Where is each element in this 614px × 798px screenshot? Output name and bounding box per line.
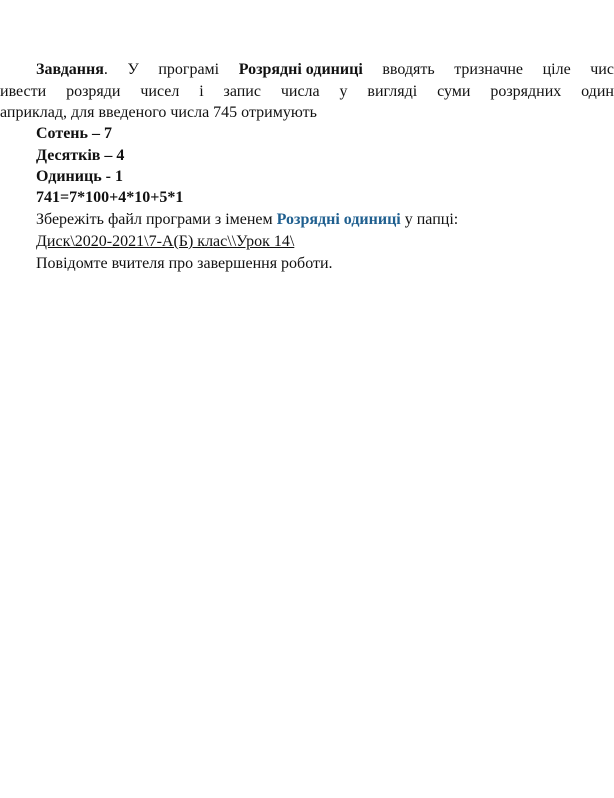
tens-result: Десятків – 4 bbox=[36, 147, 125, 164]
task-word: розрядних bbox=[490, 83, 562, 100]
program-name-highlight: Розрядні одиниці bbox=[276, 211, 401, 228]
save-instruction bbox=[36, 210, 458, 230]
task-word: суми bbox=[437, 83, 471, 100]
task-word: і bbox=[199, 83, 204, 100]
task-intro bbox=[36, 60, 108, 80]
task-line-1 bbox=[36, 60, 614, 80]
task-word: вводять bbox=[382, 61, 435, 78]
task-word: запис bbox=[223, 83, 261, 100]
task-word: тризначне bbox=[454, 61, 524, 78]
task-word: розряди bbox=[66, 83, 121, 100]
task-word: чисел bbox=[140, 83, 180, 100]
task-word: вигляді bbox=[367, 83, 418, 100]
task-line-3: априклад, для введеного числа 745 отримують bbox=[0, 104, 317, 121]
program-name-inline: Розрядні одиниці bbox=[238, 61, 363, 78]
task-word: один bbox=[581, 83, 614, 100]
task-label: Завдання bbox=[36, 61, 104, 78]
task-word: числа bbox=[280, 83, 320, 100]
task-word: ивести bbox=[0, 83, 47, 100]
task-word: ціле bbox=[542, 61, 571, 78]
formula-result: 741=7*100+4*10+5*1 bbox=[36, 189, 184, 206]
notify-teacher: Повідомте вчителя про завершення роботи. bbox=[36, 255, 333, 272]
save-suffix: у папці: bbox=[400, 211, 459, 228]
folder-path: Диск\2020-2021\7-А(Б) клас\\Урок 14\ bbox=[36, 233, 295, 250]
units-result: Одиниць - 1 bbox=[36, 168, 123, 185]
task-word: У bbox=[127, 61, 139, 78]
hundreds-result: Сотень – 7 bbox=[36, 125, 112, 142]
task-label-sep: . bbox=[103, 61, 108, 78]
task-word: чис bbox=[590, 61, 614, 78]
task-word: програмі bbox=[158, 61, 220, 78]
save-prefix: Збережіть файл програми з іменем bbox=[36, 211, 277, 228]
task-line-2 bbox=[0, 82, 614, 102]
task-word: у bbox=[339, 83, 348, 100]
